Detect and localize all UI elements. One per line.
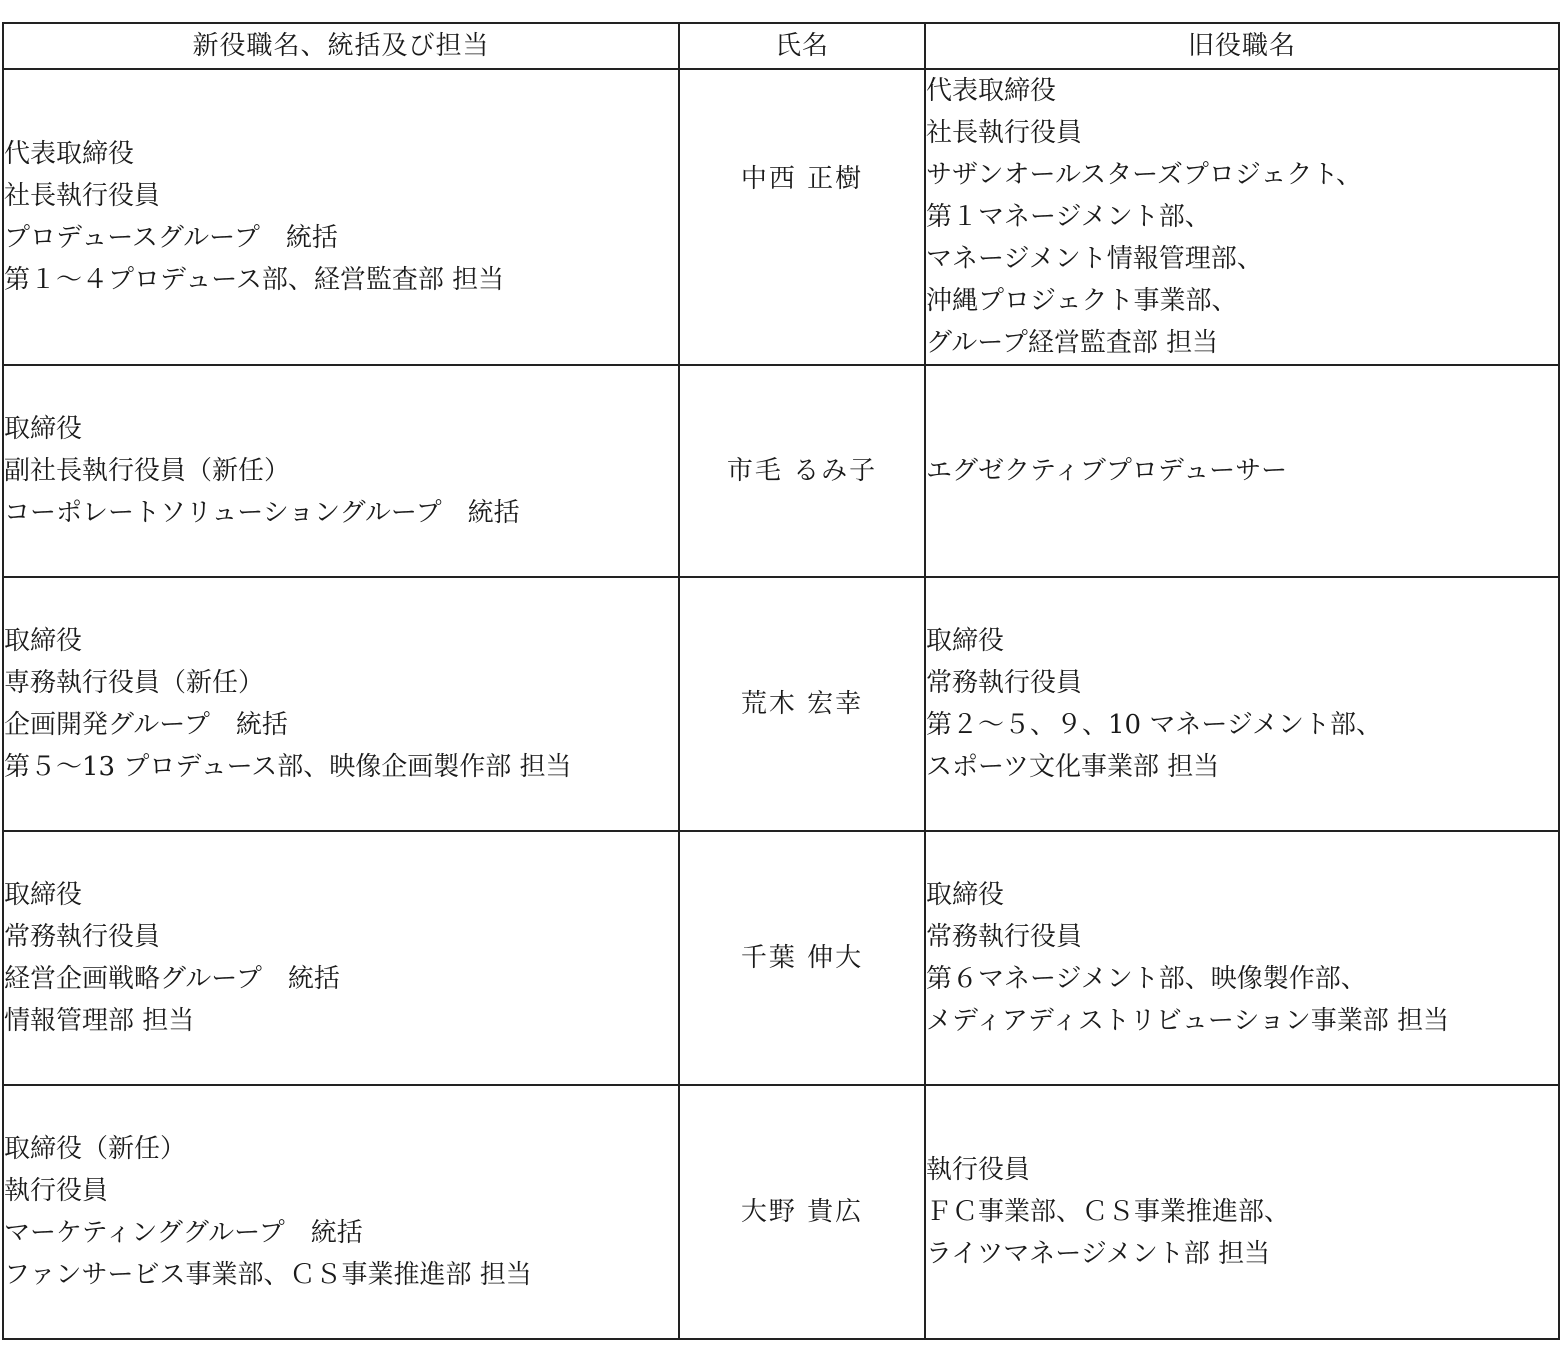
new-role-line: ファンサービス事業部、ＣＳ事業推進部 担当 xyxy=(4,1260,532,1290)
old-role-line: 代表取締役 xyxy=(926,76,1057,106)
old-role-line: ＦＣ事業部、ＣＳ事業推進部、 xyxy=(926,1197,1291,1227)
name-cell xyxy=(679,365,925,577)
old-role-line: 第１マネージメント部、 xyxy=(926,202,1211,232)
new-role-line: 執行役員 xyxy=(4,1176,109,1206)
new-role-cell xyxy=(3,1085,679,1339)
old-role-line: 取締役 xyxy=(926,880,1005,910)
old-role-line: 取締役 xyxy=(926,626,1005,656)
table-row xyxy=(3,831,1559,1085)
person-name: 市毛 るみ子 xyxy=(726,456,878,486)
old-role-cell xyxy=(925,69,1559,365)
old-role-line: グループ経営監査部 担当 xyxy=(926,328,1219,358)
new-role-line: 経営企画戦略グループ 統括 xyxy=(4,964,340,994)
new-role-cell xyxy=(3,69,679,365)
person-name: 大野 貴広 xyxy=(740,1197,864,1227)
new-role-cell xyxy=(3,577,679,831)
table-row xyxy=(3,365,1559,577)
name-cell xyxy=(679,831,925,1085)
old-role-cell xyxy=(925,1085,1559,1339)
old-role-line: ライツマネージメント部 担当 xyxy=(926,1239,1271,1269)
old-role-line: 社長執行役員 xyxy=(926,118,1083,148)
old-role-line: 第６マネージメント部、映像製作部、 xyxy=(926,964,1367,994)
header-row xyxy=(3,23,1559,69)
new-role-line: 専務執行役員（新任） xyxy=(4,668,265,698)
new-role-line: 取締役 xyxy=(4,880,83,910)
new-role-line: 常務執行役員 xyxy=(4,922,161,952)
person-name: 千葉 伸大 xyxy=(740,943,864,973)
new-role-line: 第５～13 プロデュース部、映像企画製作部 担当 xyxy=(4,752,572,782)
person-name: 荒木 宏幸 xyxy=(740,689,864,719)
new-role-line: 取締役（新任） xyxy=(4,1134,187,1164)
old-role-line: 執行役員 xyxy=(926,1155,1031,1185)
header-old-role: 旧役職名 xyxy=(925,23,1559,69)
old-role-line: エグゼクティブプロデューサー xyxy=(926,456,1288,486)
old-role-cell xyxy=(925,577,1559,831)
header-new-role: 新役職名、統括及び担当 xyxy=(3,23,679,69)
name-cell xyxy=(679,69,925,365)
new-role-line: 副社長執行役員（新任） xyxy=(4,456,291,486)
old-role-line: サザンオールスターズプロジェクト、 xyxy=(926,160,1363,190)
new-role-cell xyxy=(3,365,679,577)
executive-roster-table xyxy=(2,22,1560,1340)
name-cell xyxy=(679,577,925,831)
table-row xyxy=(3,1085,1559,1339)
new-role-cell xyxy=(3,831,679,1085)
old-role-cell xyxy=(925,831,1559,1085)
old-role-line: スポーツ文化事業部 担当 xyxy=(926,752,1220,782)
old-role-line: 常務執行役員 xyxy=(926,922,1083,952)
new-role-line: 取締役 xyxy=(4,626,83,656)
new-role-line: マーケティンググループ 統括 xyxy=(4,1218,363,1248)
person-name: 中西 正樹 xyxy=(740,164,864,194)
old-role-line: 第２～５、９、10 マネージメント部、 xyxy=(926,710,1383,740)
table-row xyxy=(3,577,1559,831)
table-row xyxy=(3,69,1559,365)
new-role-line: 社長執行役員 xyxy=(4,181,161,211)
new-role-line: プロデュースグループ 統括 xyxy=(4,223,338,253)
old-role-line: 常務執行役員 xyxy=(926,668,1083,698)
new-role-line: 代表取締役 xyxy=(4,139,135,169)
old-role-line: メディアディストリビューション事業部 担当 xyxy=(926,1006,1450,1036)
name-cell xyxy=(679,1085,925,1339)
new-role-line: 企画開発グループ 統括 xyxy=(4,710,288,740)
new-role-line: 情報管理部 担当 xyxy=(4,1006,195,1036)
old-role-cell xyxy=(925,365,1559,577)
old-role-line: 沖縄プロジェクト事業部、 xyxy=(926,286,1238,316)
new-role-line: 第１～４プロデュース部、経営監査部 担当 xyxy=(4,265,505,295)
old-role-line: マネージメント情報管理部、 xyxy=(926,244,1263,274)
header-name: 氏名 xyxy=(679,23,925,69)
new-role-line: 取締役 xyxy=(4,414,83,444)
new-role-line: コーポレートソリューショングループ 統括 xyxy=(4,498,520,528)
